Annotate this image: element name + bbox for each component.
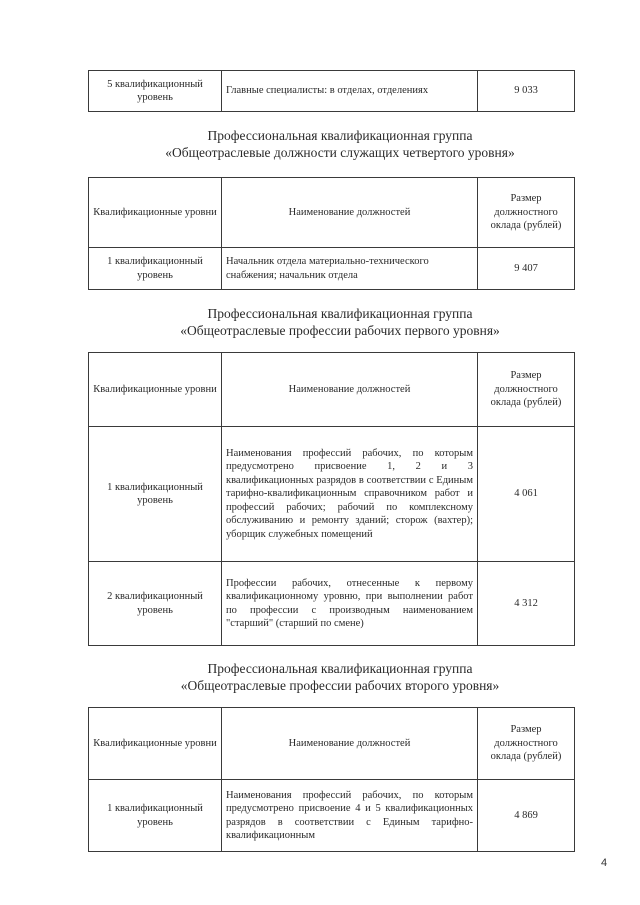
group-title-line1: Профессиональная квалификационная группа (207, 128, 473, 143)
table-group-1 (88, 177, 575, 290)
group-title-line2: «Общеотраслевые профессии рабочих первого уровня» (180, 322, 500, 338)
header-level: Квалификационные уровни (89, 353, 222, 427)
level-cell: 2 квалификационный уровень (89, 562, 222, 646)
salary-cell: 4 061 (478, 427, 575, 562)
header-level: Квалификационные уровни (89, 178, 222, 248)
table-row (89, 562, 575, 646)
group-title-line2: «Общеотраслевые должности служащих четвертого уровня» (165, 144, 515, 160)
table-continuation (88, 70, 575, 112)
group-title-line1: Профессиональная квалификационная группа (207, 661, 473, 676)
header-salary: Размер должностного оклада (рублей) (478, 708, 575, 780)
header-salary: Размер должностного оклада (рублей) (478, 178, 575, 248)
position-cell: Главные специалисты: в отделах, отделениях (222, 71, 478, 112)
header-name: Наименование должностей (222, 353, 478, 427)
level-cell: 1 квалификационный уровень (89, 248, 222, 290)
table-group-3 (88, 707, 575, 852)
table-row (89, 780, 575, 852)
header-name: Наименование должностей (222, 178, 478, 248)
group-title (120, 128, 560, 161)
header-level: Квалификационные уровни (89, 708, 222, 780)
table-header-row (89, 353, 575, 427)
table-group-2 (88, 352, 575, 646)
group-title (120, 661, 560, 694)
group-title (120, 306, 560, 339)
table-header-row (89, 708, 575, 780)
salary-cell: 4 312 (478, 562, 575, 646)
table-row (89, 427, 575, 562)
header-name: Наименование должностей (222, 708, 478, 780)
table-header-row (89, 178, 575, 248)
level-cell: 1 квалификационный уровень (89, 780, 222, 852)
salary-cell: 4 869 (478, 780, 575, 852)
header-salary: Размер должностного оклада (рублей) (478, 353, 575, 427)
salary-cell: 9 407 (478, 248, 575, 290)
page-number: 4 (601, 857, 608, 869)
position-cell: Наименования профессий рабочих, по которым предусмотрено присвоение 1, 2 и 3 квалификационных разрядов в соответствии с Единым тарифно-квалификационным справочником работ и профессий рабочих; рабочий по комплексному обслуживанию и ремонту зданий; сторож (вахтер); уборщик служебных помещений (222, 427, 478, 562)
position-cell: Наименования профессий рабочих, по которым предусмотрено присвоение 4 и 5 квалификационных разрядов в соответствии с Единым тарифно-квалификационным (222, 780, 478, 852)
position-cell: Начальник отдела материально-технического снабжения; начальник отдела (222, 248, 478, 290)
level-cell: 5 квалификационный уровень (89, 71, 222, 112)
table-row (89, 71, 575, 112)
position-cell: Профессии рабочих, отнесенные к первому квалификационному уровню, при выполнении работ по профессии с производным наименованием "старший" (старший по смене) (222, 562, 478, 646)
group-title-line1: Профессиональная квалификационная группа (207, 306, 473, 321)
group-title-line2: «Общеотраслевые профессии рабочих второго уровня» (180, 677, 500, 693)
level-cell: 1 квалификационный уровень (89, 427, 222, 562)
salary-cell: 9 033 (478, 71, 575, 112)
table-row (89, 248, 575, 290)
